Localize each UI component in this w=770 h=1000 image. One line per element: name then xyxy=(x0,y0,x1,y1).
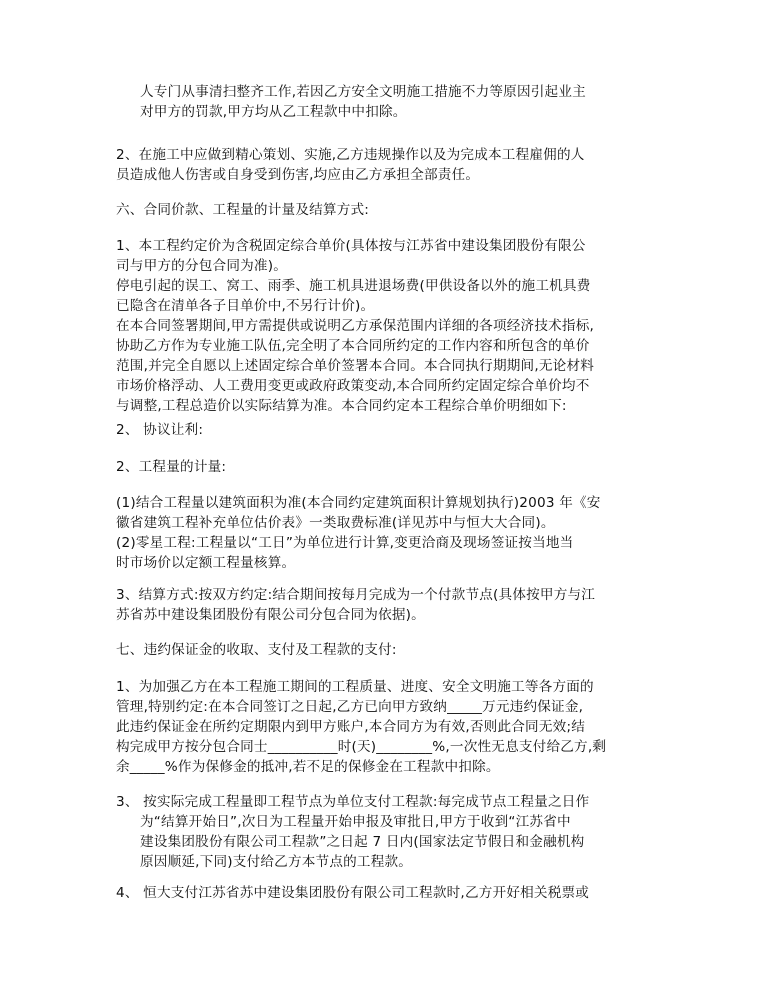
text-line: 管理,特别约定:在本合同签订之日起,乙方已向甲方致纳_____万元违约保证金, xyxy=(116,699,584,715)
section-heading-contract-price xyxy=(116,200,664,220)
text-line: 原因顺延,下同)支付给乙方本节点的工程款。 xyxy=(140,854,413,870)
text-line: 范围,并完全自愿以上述固定综合单价签署本合同。本合同执行期期间,无论材料 xyxy=(116,358,595,374)
text-line: 为“结算开始日”,次日为工程量开始申报及审批日,甲方于收到“江苏省中 xyxy=(140,814,571,830)
paragraph-payment-by-node xyxy=(116,792,664,872)
paragraph-unit-price xyxy=(116,236,664,416)
heading-text: 七、违约保证金的收取、支付及工程款的支付: xyxy=(116,642,397,658)
text-line: 2、 协议让利: xyxy=(116,422,204,438)
text-line: 对甲方的罚款,甲方均从乙工程款中中扣除。 xyxy=(140,104,407,120)
text-line: 构完成甲方按分包合同士__________时(天)________%,一次性无息支付给乙方,剩 xyxy=(116,739,607,755)
paragraph-safety-responsibility xyxy=(116,145,664,185)
text-line: 苏省苏中建设集团股份有限公司分包合同为依据)。 xyxy=(116,607,425,623)
text-line: 2、在施工中应做到精心策划、实施,乙方违规操作以及为完成本工程雇佣的人 xyxy=(116,147,585,163)
text-line: 余_____%作为保修金的抵冲,若不足的保修金在工程款中扣除。 xyxy=(116,759,500,775)
text-line: 建设集团股份有限公司工程款”之日起 7 日内(国家法定节假日和金融机构 xyxy=(140,834,585,850)
paragraph-clean-up-clause xyxy=(116,82,664,122)
text-line: 与调整,工程总造价以实际结算为准。本合同约定本工程综合单价明细如下: xyxy=(116,398,567,414)
text-line: 3、 按实际完成工程量即工程节点为单位支付工程款:每完成节点工程量之日作 xyxy=(116,794,590,810)
text-line: 3、结算方式:按双方约定:结合期间按每月完成为一个付款节点(具体按甲方与江 xyxy=(116,587,596,603)
text-line: 1、本工程约定价为含税固定综合单价(具体按与江苏省中建设集团股份有限公 xyxy=(116,238,586,254)
paragraph-deposit-terms xyxy=(116,677,664,777)
text-line: 司与甲方的分包合同为准)。 xyxy=(116,258,288,274)
text-line: (2)零星工程:工程量以“工日”为单位进行计算,变更洽商及现场签证按当地当 xyxy=(116,535,574,551)
text-line: 此违约保证金在所约定期限内到甲方账户,本合同方为有效,否则此合同无效;结 xyxy=(116,719,586,735)
text-line: 时市场价以定额工程量核算。 xyxy=(116,555,296,571)
heading-text: 六、合同价款、工程量的计量及结算方式: xyxy=(116,202,370,218)
text-line: 协助乙方作为专业施工队伍,完全明了本合同所约定的工作内容和所包含的单价 xyxy=(116,338,590,354)
text-line: (1)结合工程量以建筑面积为准(本合同约定建筑面积计算规划执行)2003 年《安 xyxy=(116,495,601,511)
text-line: 在本合同签署期间,甲方需提供或说明乙方承保范围内详细的各项经济技术指标, xyxy=(116,318,595,334)
paragraph-settlement xyxy=(116,585,664,625)
text-line: 市场价格浮动、人工费用变更或政府政策变动,本合同所约定固定综合单价均不 xyxy=(116,378,590,394)
text-line: 1、为加强乙方在本工程施工期间的工程质量、进度、安全文明施工等各方面的 xyxy=(116,679,594,695)
text-line: 已隐含在清单各子目单价中,不另行计价)。 xyxy=(116,298,375,314)
section-heading-deposit xyxy=(116,640,664,660)
text-line: 4、 恒大支付江苏省苏中建设集团股份有限公司工程款时,乙方开好相关税票或 xyxy=(116,885,590,901)
paragraph-tax-invoice xyxy=(116,883,664,903)
text-line: 2、工程量的计量: xyxy=(116,459,227,475)
paragraph-quantity-measure xyxy=(116,493,664,573)
text-line: 人专门从事清扫整齐工作,若因乙方安全文明施工措施不力等原因引起业主 xyxy=(140,84,586,100)
text-line: 员造成他人伤害或自身受到伤害,均应由乙方承担全部责任。 xyxy=(116,167,480,183)
paragraph-discount xyxy=(116,420,664,440)
paragraph-quantity-heading xyxy=(116,457,664,477)
text-line: 停电引起的误工、窝工、雨季、施工机具进退场费(甲供设备以外的施工机具费 xyxy=(116,278,591,294)
text-line: 徽省建筑工程补充单位估价表》一类取费标准(详见苏中与恒大大合同)。 xyxy=(116,515,555,531)
